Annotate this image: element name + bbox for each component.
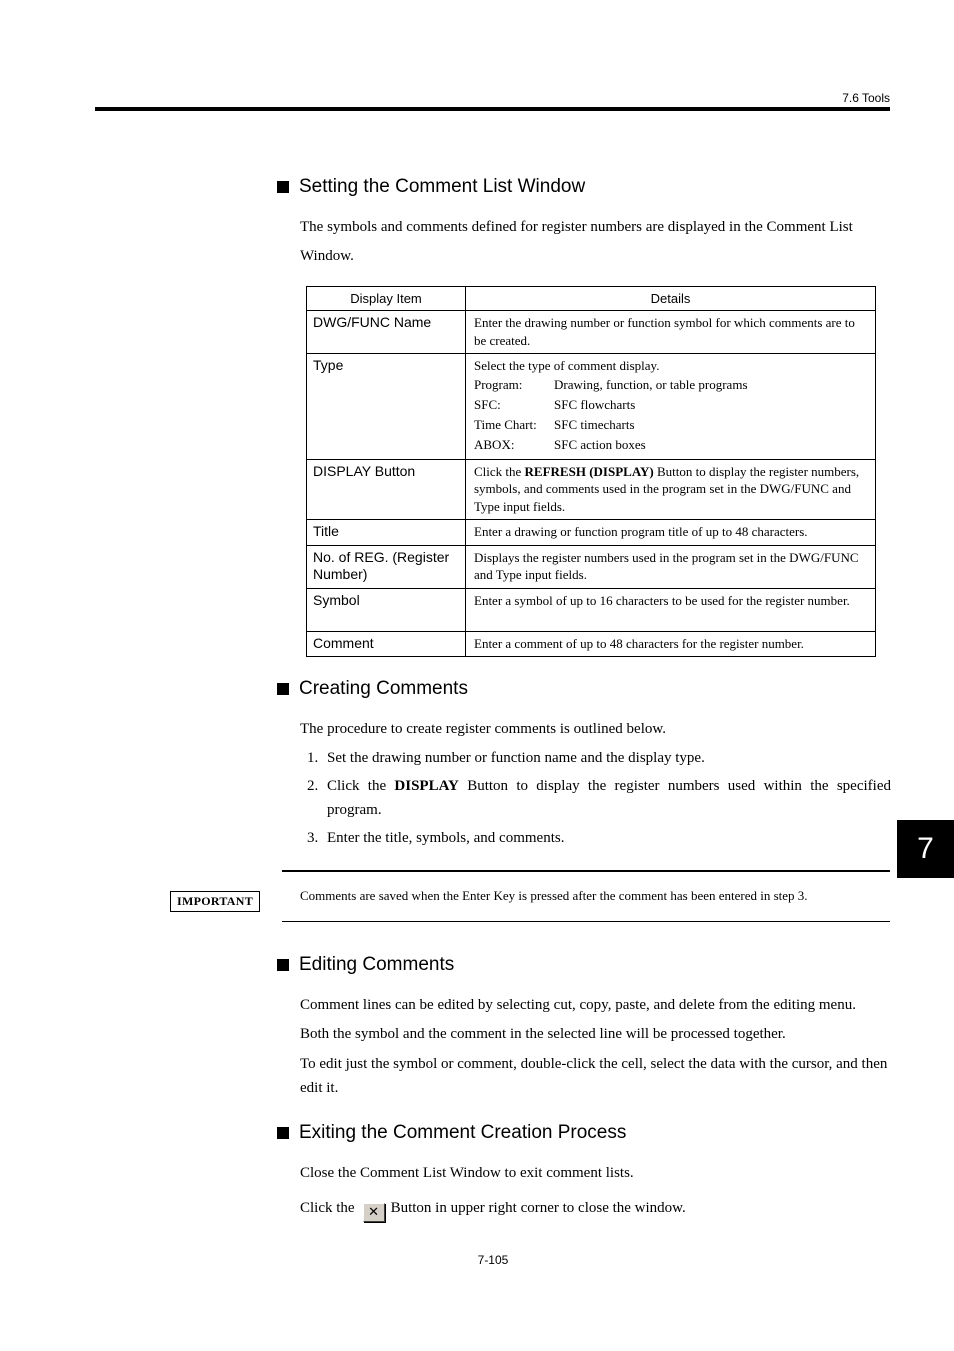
table-row bbox=[307, 631, 876, 657]
display-item-cell: Title bbox=[307, 520, 466, 546]
table-row bbox=[307, 354, 876, 460]
step-text-part: Button to display the register numbers used within the specified program. bbox=[327, 778, 891, 818]
type-option-key: Program: bbox=[474, 376, 523, 392]
display-item-cell: Symbol bbox=[307, 588, 466, 631]
note-rule-top bbox=[282, 870, 890, 872]
step-text bbox=[327, 774, 891, 822]
details-cell: Displays the register numbers used in the program set in the DWG/FUNC and Type input fields. bbox=[466, 545, 876, 588]
column-header: Display Item bbox=[307, 287, 466, 311]
chapter-tab: 7 bbox=[897, 820, 954, 878]
display-item-cell: Comment bbox=[307, 631, 466, 657]
type-option bbox=[474, 435, 867, 455]
square-bullet-icon bbox=[277, 181, 289, 193]
type-option-value: SFC timecharts bbox=[554, 416, 635, 432]
type-option-key: ABOX: bbox=[474, 436, 515, 452]
details-text: Button to display the register numbers, symbols, and comments used in the program set in the DWG/FUNC and Type input fields. bbox=[474, 463, 860, 514]
details-cell: Enter a symbol of up to 16 characters to be used for the register number. bbox=[466, 588, 876, 631]
section-heading-editing-comments bbox=[277, 954, 454, 976]
paragraph-text: Click the bbox=[300, 1200, 355, 1216]
step-number: 1. bbox=[307, 750, 319, 766]
step-number: 3. bbox=[307, 830, 319, 846]
section-title: Editing Comments bbox=[299, 954, 455, 975]
details-cell bbox=[466, 354, 876, 460]
section-title: Creating Comments bbox=[299, 678, 468, 699]
details-text: Click the bbox=[474, 463, 525, 479]
table-header-row bbox=[307, 287, 876, 311]
paragraph: To edit just the symbol or comment, double-click the cell, select the data with the cursor, and then edit it. bbox=[300, 1056, 888, 1096]
section-title: Setting the Comment List Window bbox=[299, 176, 586, 197]
type-option-value: Drawing, function, or table programs bbox=[554, 376, 748, 392]
table-row bbox=[307, 588, 876, 631]
details-cell: Enter a drawing or function program title of up to 48 characters. bbox=[466, 520, 876, 546]
section-heading-creating-comments bbox=[277, 678, 468, 700]
close-icon: ✕ bbox=[363, 1203, 385, 1222]
section-intro: The procedure to create register comments is outlined below. bbox=[300, 721, 666, 737]
section-heading-exiting bbox=[277, 1122, 626, 1144]
paragraph-text: Button in upper right corner to close the window. bbox=[390, 1200, 686, 1216]
type-option-key: Time Chart: bbox=[474, 416, 537, 432]
list-item bbox=[307, 826, 891, 850]
table-row bbox=[307, 311, 876, 354]
list-item bbox=[307, 746, 891, 770]
type-option-value: SFC flowcharts bbox=[554, 396, 636, 412]
paragraph: Comment lines can be edited by selecting cut, copy, paste, and delete from the editing menu. bbox=[300, 997, 856, 1013]
type-option-key: SFC: bbox=[474, 396, 501, 412]
type-option bbox=[474, 395, 867, 415]
header-rule bbox=[95, 107, 890, 111]
step-number: 2. bbox=[307, 778, 319, 794]
procedure-list bbox=[307, 746, 891, 854]
table-row bbox=[307, 459, 876, 520]
refresh-display-label: REFRESH (DISPLAY) bbox=[524, 463, 654, 479]
type-option-value: SFC action boxes bbox=[554, 436, 646, 452]
details-cell: Enter a comment of up to 48 characters for the register number. bbox=[466, 631, 876, 657]
step-text: Enter the title, symbols, and comments. bbox=[327, 830, 565, 846]
type-option bbox=[474, 415, 867, 435]
step-text-part: Click the bbox=[327, 778, 395, 794]
display-items-table bbox=[306, 286, 876, 657]
step-text: Set the drawing number or function name and the display type. bbox=[327, 750, 705, 766]
details-text: Select the type of comment display. bbox=[474, 358, 660, 373]
display-item-cell: DWG/FUNC Name bbox=[307, 311, 466, 354]
note-rule-bottom bbox=[282, 921, 890, 922]
important-label: IMPORTANT bbox=[170, 891, 260, 912]
section-title: Exiting the Comment Creation Process bbox=[299, 1122, 627, 1143]
display-item-cell: DISPLAY Button bbox=[307, 459, 466, 520]
paragraph: Close the Comment List Window to exit comment lists. bbox=[300, 1165, 634, 1181]
page-number: 7-105 bbox=[477, 1253, 509, 1267]
square-bullet-icon bbox=[277, 959, 289, 971]
square-bullet-icon bbox=[277, 1127, 289, 1139]
section-intro: The symbols and comments defined for register numbers are displayed in the Comment List Window. bbox=[300, 219, 853, 264]
paragraph: Both the symbol and the comment in the selected line will be processed together. bbox=[300, 1026, 786, 1042]
display-item-cell: Type bbox=[307, 354, 466, 460]
column-header: Details bbox=[466, 287, 876, 311]
list-item bbox=[307, 774, 891, 822]
type-option bbox=[474, 375, 867, 395]
table-row bbox=[307, 545, 876, 588]
display-button-label: DISPLAY bbox=[394, 778, 459, 794]
important-text: Comments are saved when the Enter Key is pressed after the comment has been entered in step 3. bbox=[300, 888, 808, 903]
paragraph-close-instruction bbox=[300, 1194, 892, 1223]
running-header: 7.6 Tools bbox=[842, 91, 890, 105]
display-item-cell: No. of REG. (Register Number) bbox=[307, 545, 466, 588]
table-row bbox=[307, 520, 876, 546]
details-cell: Enter the drawing number or function symbol for which comments are to be created. bbox=[466, 311, 876, 354]
details-cell bbox=[466, 459, 876, 520]
section-heading-comment-list bbox=[277, 176, 585, 198]
square-bullet-icon bbox=[277, 683, 289, 695]
